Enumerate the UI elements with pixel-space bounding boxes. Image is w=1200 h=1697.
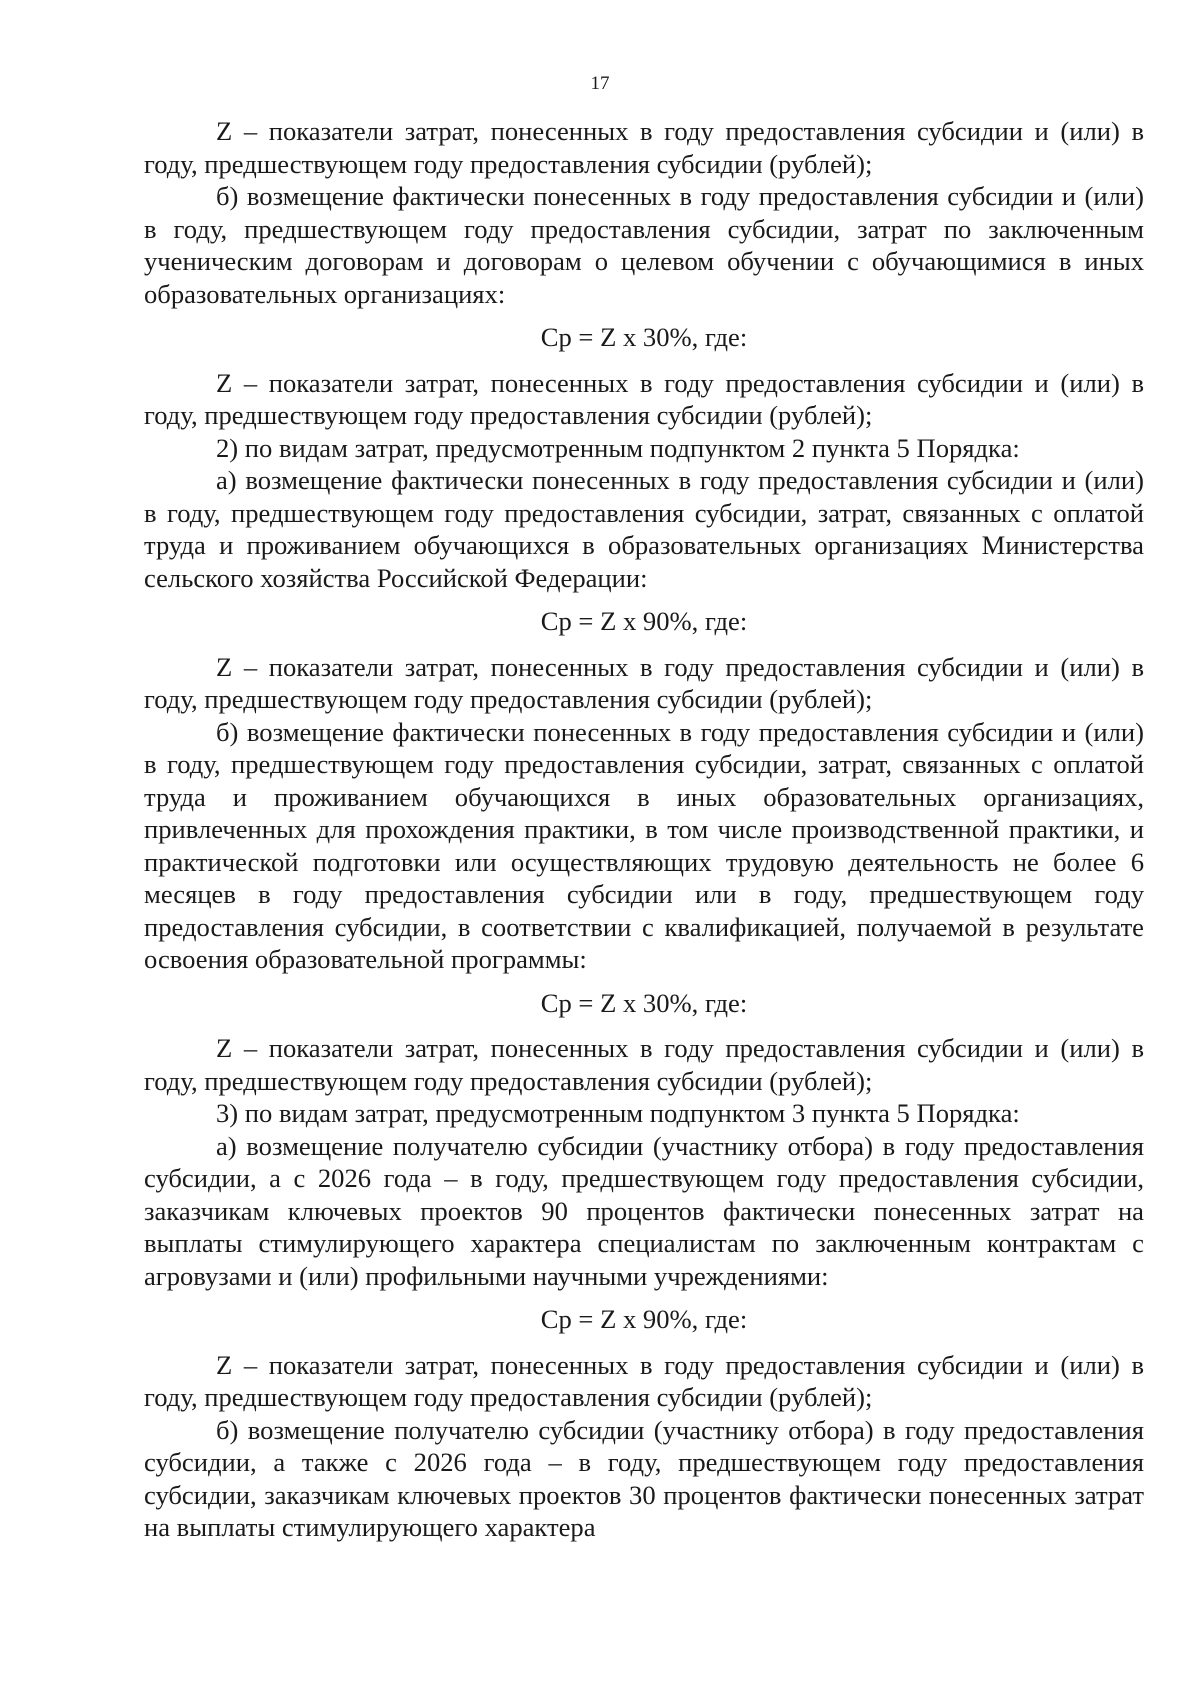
paragraph-z-definition: Z – показатели затрат, понесенных в году предоставления субсидии и (или) в году, предшествующем году предоставления субсидии (рублей); — [144, 367, 1144, 430]
page-number: 17 — [590, 73, 610, 94]
paragraph-item-b: б) возмещение получателю субсидии (участнику отбора) в году предоставления субсидии, а также с 2026 года – в году, предшествующем году предоставления субсидии, заказчикам ключевых проектов 30 процентов фактически понесенных затрат на выплаты стимулирующего характера — [144, 1414, 1144, 1542]
paragraph-z-definition: Z – показатели затрат, понесенных в году предоставления субсидии и (или) в году, предшествующем году предоставления субсидии (рублей); — [144, 1033, 1144, 1096]
paragraph-z-definition: Z – показатели затрат, понесенных в году предоставления субсидии и (или) в году, предшествующем году предоставления субсидии (рублей); — [144, 651, 1144, 714]
formula: Ср = Z х 90%, где: — [540, 606, 748, 636]
paragraph-item-b: б) возмещение фактически понесенных в году предоставления субсидии и (или) в году, предшествующем году предоставления субсидии, затрат, связанных с оплатой труда и проживанием обучающихся в иных образовательных организациях, привлеченных для прохождения практики, в том числе производственной практики, и практической подготовки или осуществляющих трудовую деятельность не более 6 месяцев в году предоставления субсидии или в году, предшествующем году предоставления субсидии, в соответствии с квалификацией, получаемой в результате освоения образовательной программы: — [144, 716, 1144, 974]
formula: Ср = Z х 30%, где: — [540, 987, 748, 1018]
paragraph-item-a: а) возмещение фактически понесенных в году предоставления субсидии и (или) в году, предшествующем году предоставления субсидии, затрат, связанных с оплатой труда и проживанием обучающихся в образовательных организациях Министерства сельского хозяйства Российской Федерации: — [144, 465, 1144, 593]
formula: Ср = Z х 30%, где: — [540, 322, 748, 352]
paragraph-item-2: 2) по видам затрат, предусмотренным подпунктом 2 пункта 5 Порядка: — [216, 432, 1020, 463]
paragraph-z-definition: Z – показатели затрат, понесенных в году предоставления субсидии и (или) в году, предшествующем году предоставления субсидии (рублей); — [144, 1349, 1144, 1412]
paragraph-item-b: б) возмещение фактически понесенных в году предоставления субсидии и (или) в году, предшествующем году предоставления субсидии, затрат по заключенным ученическим договорам и договорам о целевом обучении с обучающимися в иных образовательных организациях: — [144, 181, 1144, 309]
paragraph-item-a: а) возмещение получателю субсидии (участнику отбора) в году предоставления субсидии, а с 2026 года – в году, предшествующем году предоставления субсидии, заказчикам ключевых проектов 90 процентов фактически понесенных затрат на выплаты стимулирующего характера специалистам по заключенным контрактам с агровузами и (или) профильными научными учреждениями: — [144, 1130, 1144, 1291]
document-body — [144, 115, 1144, 1544]
paragraph-item-3: 3) по видам затрат, предусмотренным подпунктом 3 пункта 5 Порядка: — [216, 1098, 1020, 1128]
formula: Ср = Z х 90%, где: — [540, 1304, 748, 1334]
paragraph-z-definition: Z – показатели затрат, понесенных в году предоставления субсидии и (или) в году, предшествующем году предоставления субсидии (рублей); — [144, 116, 1144, 179]
